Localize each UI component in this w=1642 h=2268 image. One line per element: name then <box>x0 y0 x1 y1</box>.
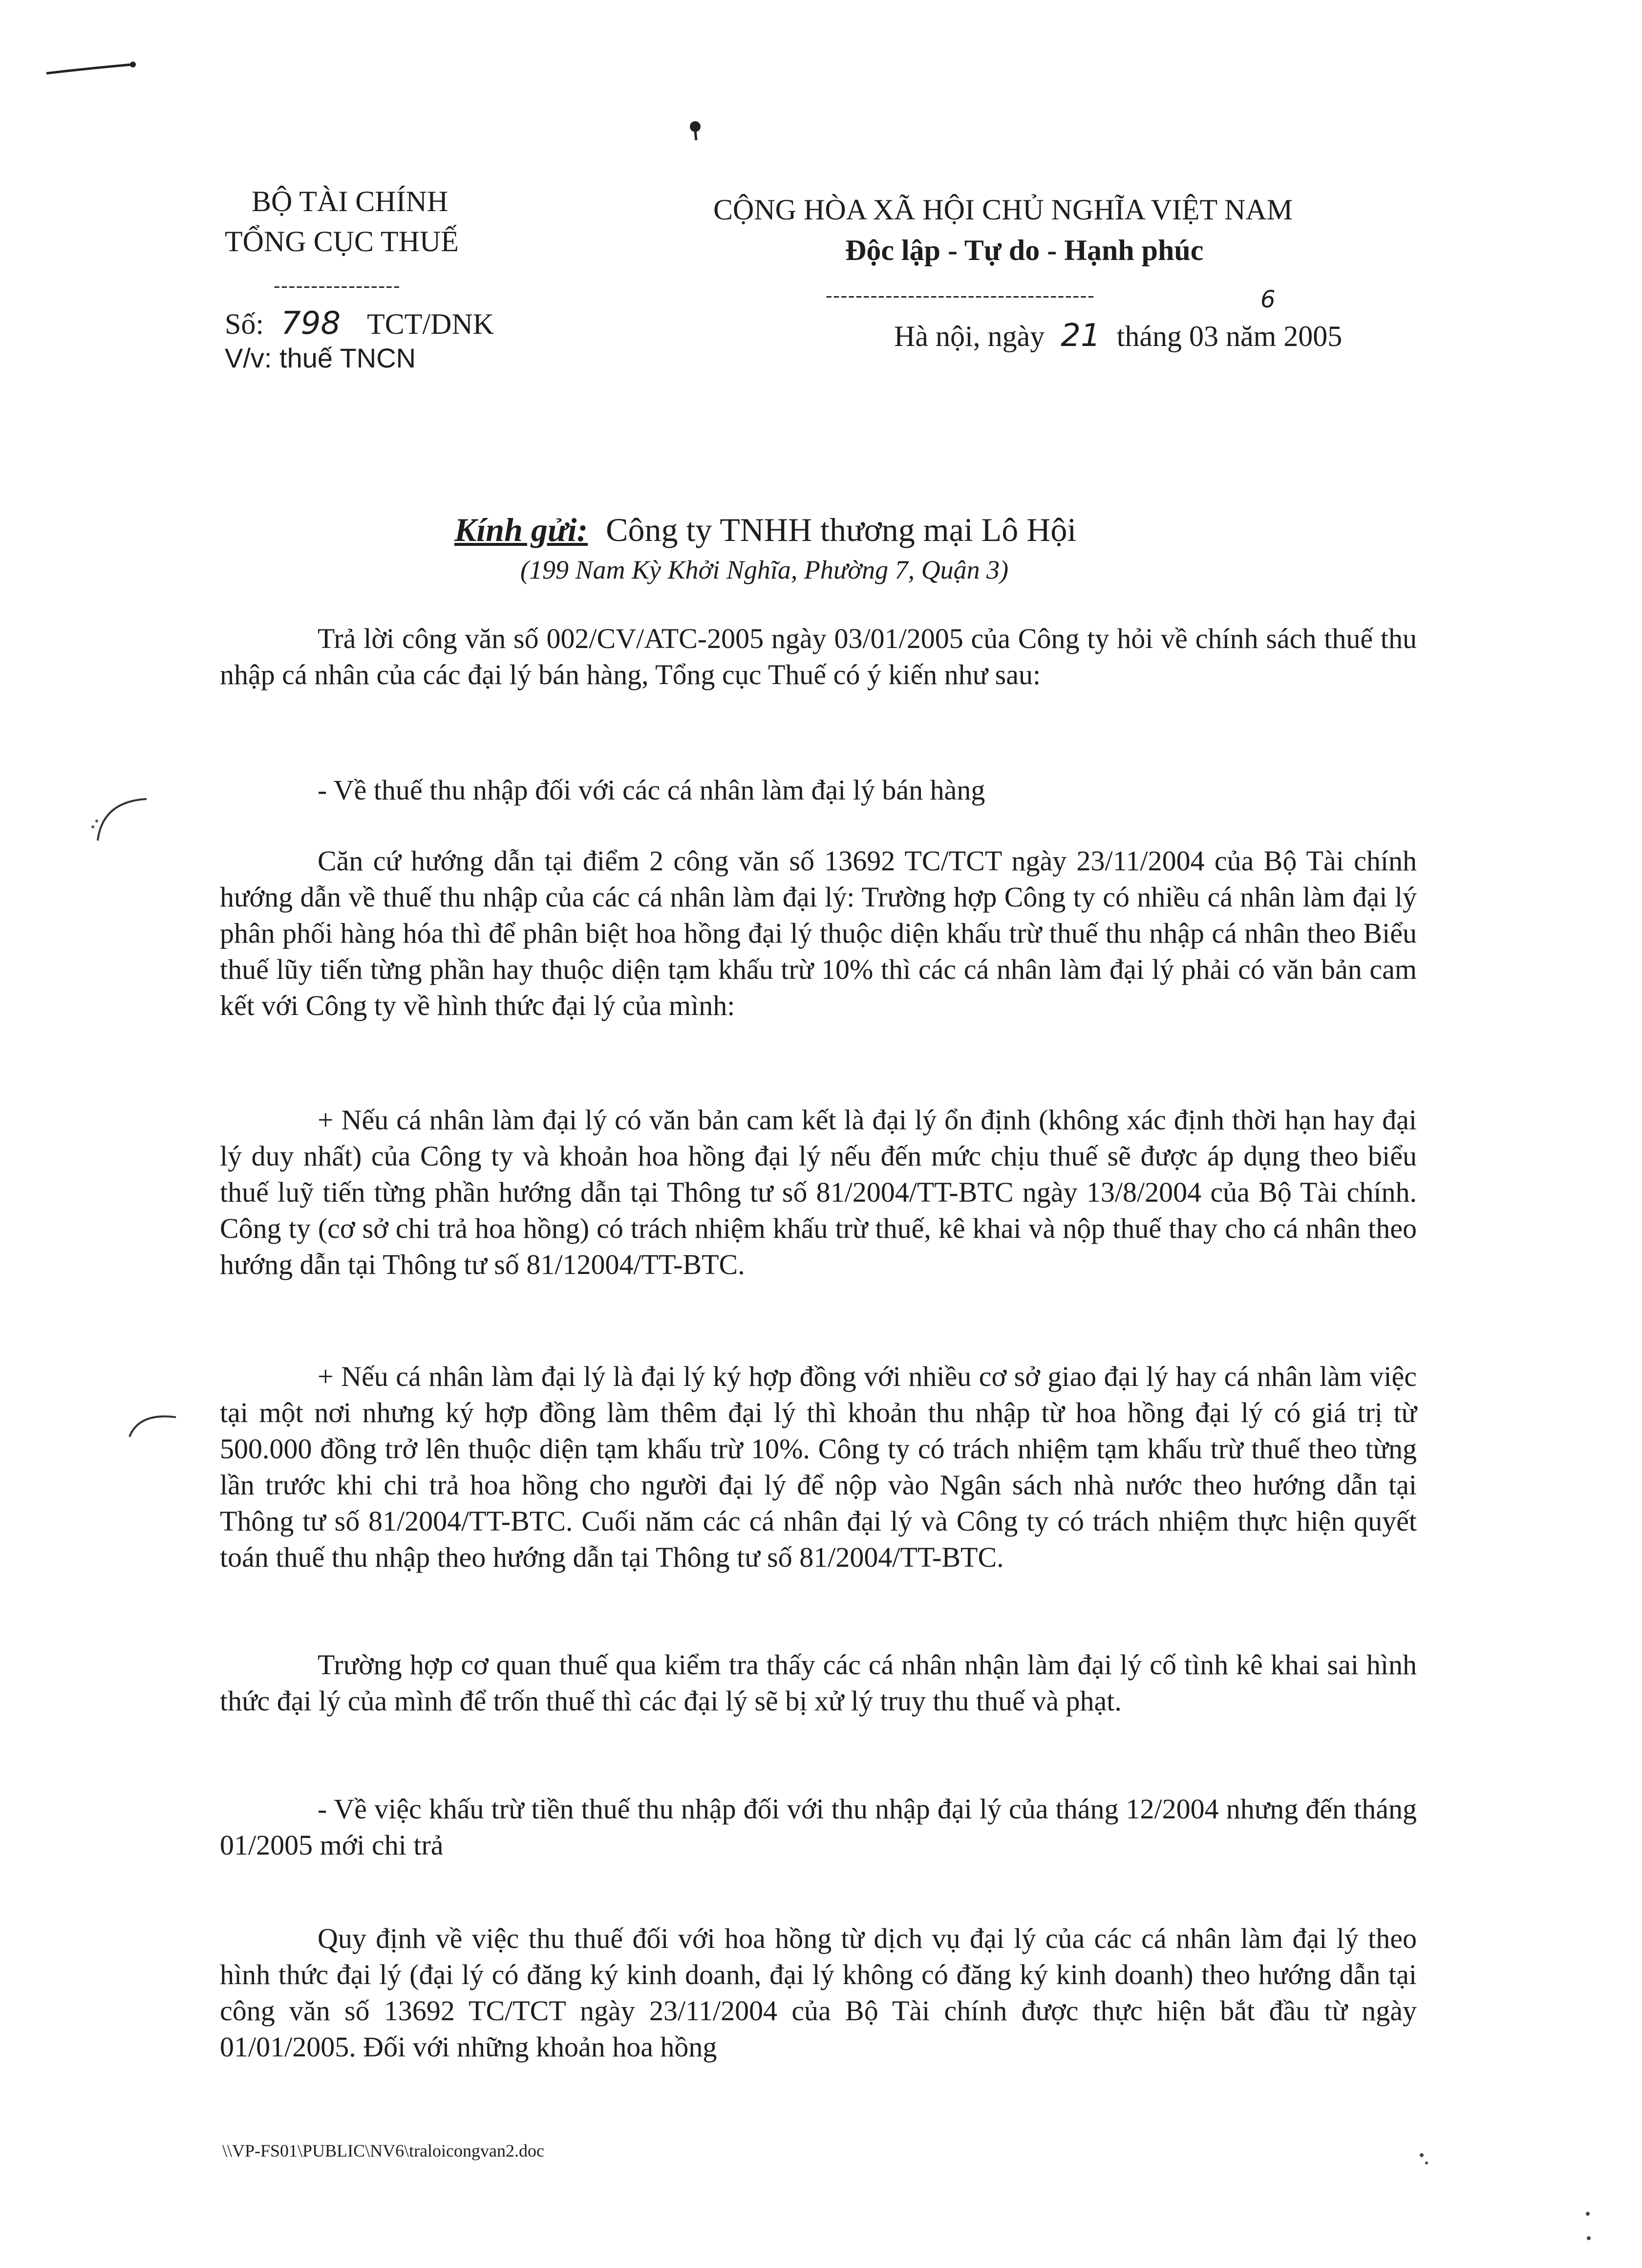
motto: Độc lập - Tự do - Hạnh phúc <box>845 234 1204 266</box>
number-label: Số: <box>225 308 264 340</box>
document-subject: V/v: thuế TNCN <box>225 343 416 373</box>
paragraph-1: Trả lời công văn số 002/CV/ATC-2005 ngày 03/01/2005 của Công ty hỏi về chính sách thuế thu nhập cá nhân của các đại lý bán hàng, Tổng cục Thuế có ý kiến như sau: <box>220 623 1417 691</box>
paragraph-7: - Về việc khấu trừ tiền thuế thu nhập đối với thu nhập đại lý của tháng 12/2004 nhưng đến tháng 01/2005 mới chi trả <box>220 1793 1417 1861</box>
date-day: 21 <box>1061 318 1101 354</box>
country-name: CỘNG HÒA XÃ HỘI CHỦ NGHĨA VIỆT NAM <box>713 194 1293 226</box>
handwritten-mark: 6 <box>1260 286 1276 313</box>
paragraph-4: + Nếu cá nhân làm đại lý có văn bản cam kết là đại lý ổn định (không xác định thời hạn hay đại lý duy nhất) của Công ty và khoản hoa hồng đại lý nếu đến mức chịu thuế sẽ được áp dụng theo biểu thuế luỹ tiến từng phần hướng dẫn tại Thông tư số 81/2004/TT-BTC ngày 13/8/2004 của Bộ Tài chính. Công ty (cơ sở chi trả hoa hồng) có trách nhiệm khấu trừ thuế, kê khai và nộp thuế thay cho cá nhân theo hướng dẫn tại Thông tư số 81/12004/TT-BTC. <box>220 1104 1417 1280</box>
margin-curl-1 <box>88 792 156 845</box>
paragraph-2: - Về thuế thu nhập đối với các cá nhân làm đại lý bán hàng <box>318 774 985 806</box>
scan-specks <box>1407 2140 1612 2258</box>
recipient-address: (199 Nam Kỳ Khởi Nghĩa, Phường 7, Quận 3) <box>520 555 1009 584</box>
scan-mark-top-left <box>44 54 142 83</box>
paragraph-5: + Nếu cá nhân làm đại lý là đại lý ký hợp đồng với nhiều cơ sở giao đại lý hay cá nhân làm việc tại một nơi nhưng ký hợp đồng làm thêm đại lý thì khoản thu nhập từ hoa hồng đại lý có giá trị từ 500.000 đồng trở lên thuộc diện tạm khấu trừ 10%. Công ty có trách nhiệm tạm khấu trừ thuế theo từng lần trước khi chi trả hoa hồng cho người đại lý để nộp vào Ngân sách nhà nước theo hướng dẫn tại Thông tư số 81/2004/TT-BTC. Cuối năm các cá nhân đại lý và Công ty có trách nhiệm thực hiện quyết toán thuế thu nhập theo hướng dẫn tại Thông tư số 81/2004/TT-BTC. <box>220 1361 1417 1573</box>
paragraph-8: Quy định về việc thu thuế đối với hoa hồng từ dịch vụ đại lý của các cá nhân làm đại lý theo hình thức đại lý (đại lý có đăng ký kinh doanh, đại lý không có đăng ký kinh doanh) theo hướng dẫn tại công văn số 13692 TC/TCT ngày 23/11/2004 của Bộ Tài chính được thực hiện bắt đầu từ ngày 01/01/2005. Đối với những khoản hoa hồng <box>220 1922 1417 2063</box>
date-prefix: Hà nội, ngày <box>894 320 1045 352</box>
number-handwritten: 798 <box>281 305 341 342</box>
paragraph-3: Căn cứ hướng dẫn tại điểm 2 công văn số 13692 TC/TCT ngày 23/11/2004 của Bộ Tài chính hướng dẫn về thuế thu nhập của các cá nhân làm đại lý: Trường hợp Công ty có nhiều cá nhân làm đại lý phân phối hàng hóa thì để phân biệt hoa hồng đại lý thuộc diện khấu trừ thuế thu nhập cá nhân theo Biểu thuế lũy tiến từng phần hay thuộc diện tạm khấu trừ 10% thì các cá nhân làm đại lý phải có văn bản cam kết với Công ty về hình thức đại lý của mình: <box>220 845 1417 1021</box>
right-divider: ------------------------------------ <box>826 284 1095 306</box>
paragraph-6: Trường hợp cơ quan thuế qua kiểm tra thấy các cá nhân nhận làm đại lý cố tình kê khai sai hình thức đại lý của mình để trốn thuế thì các đại lý sẽ bị xử lý truy thu thuế và phạt. <box>220 1649 1417 1717</box>
scan-blot <box>686 120 706 144</box>
margin-curl-2 <box>127 1407 181 1442</box>
file-path-footer: \\VP-FS01\PUBLIC\NV6\traloicongvan2.doc <box>222 2141 544 2160</box>
date-suffix: tháng 03 năm 2005 <box>1116 320 1343 352</box>
left-divider: ----------------- <box>274 274 401 296</box>
number-suffix: TCT/DNK <box>367 308 494 340</box>
ministry-name: BỘ TÀI CHÍNH <box>252 185 448 217</box>
recipient-label: Kính gửi: <box>454 511 588 548</box>
document-number <box>225 305 494 342</box>
department-name: TỔNG CỤC THUẾ <box>225 225 459 258</box>
document-date <box>894 318 1342 354</box>
recipient-name: Công ty TNHH thương mại Lô Hội <box>606 511 1077 548</box>
recipient-line <box>454 511 1076 549</box>
